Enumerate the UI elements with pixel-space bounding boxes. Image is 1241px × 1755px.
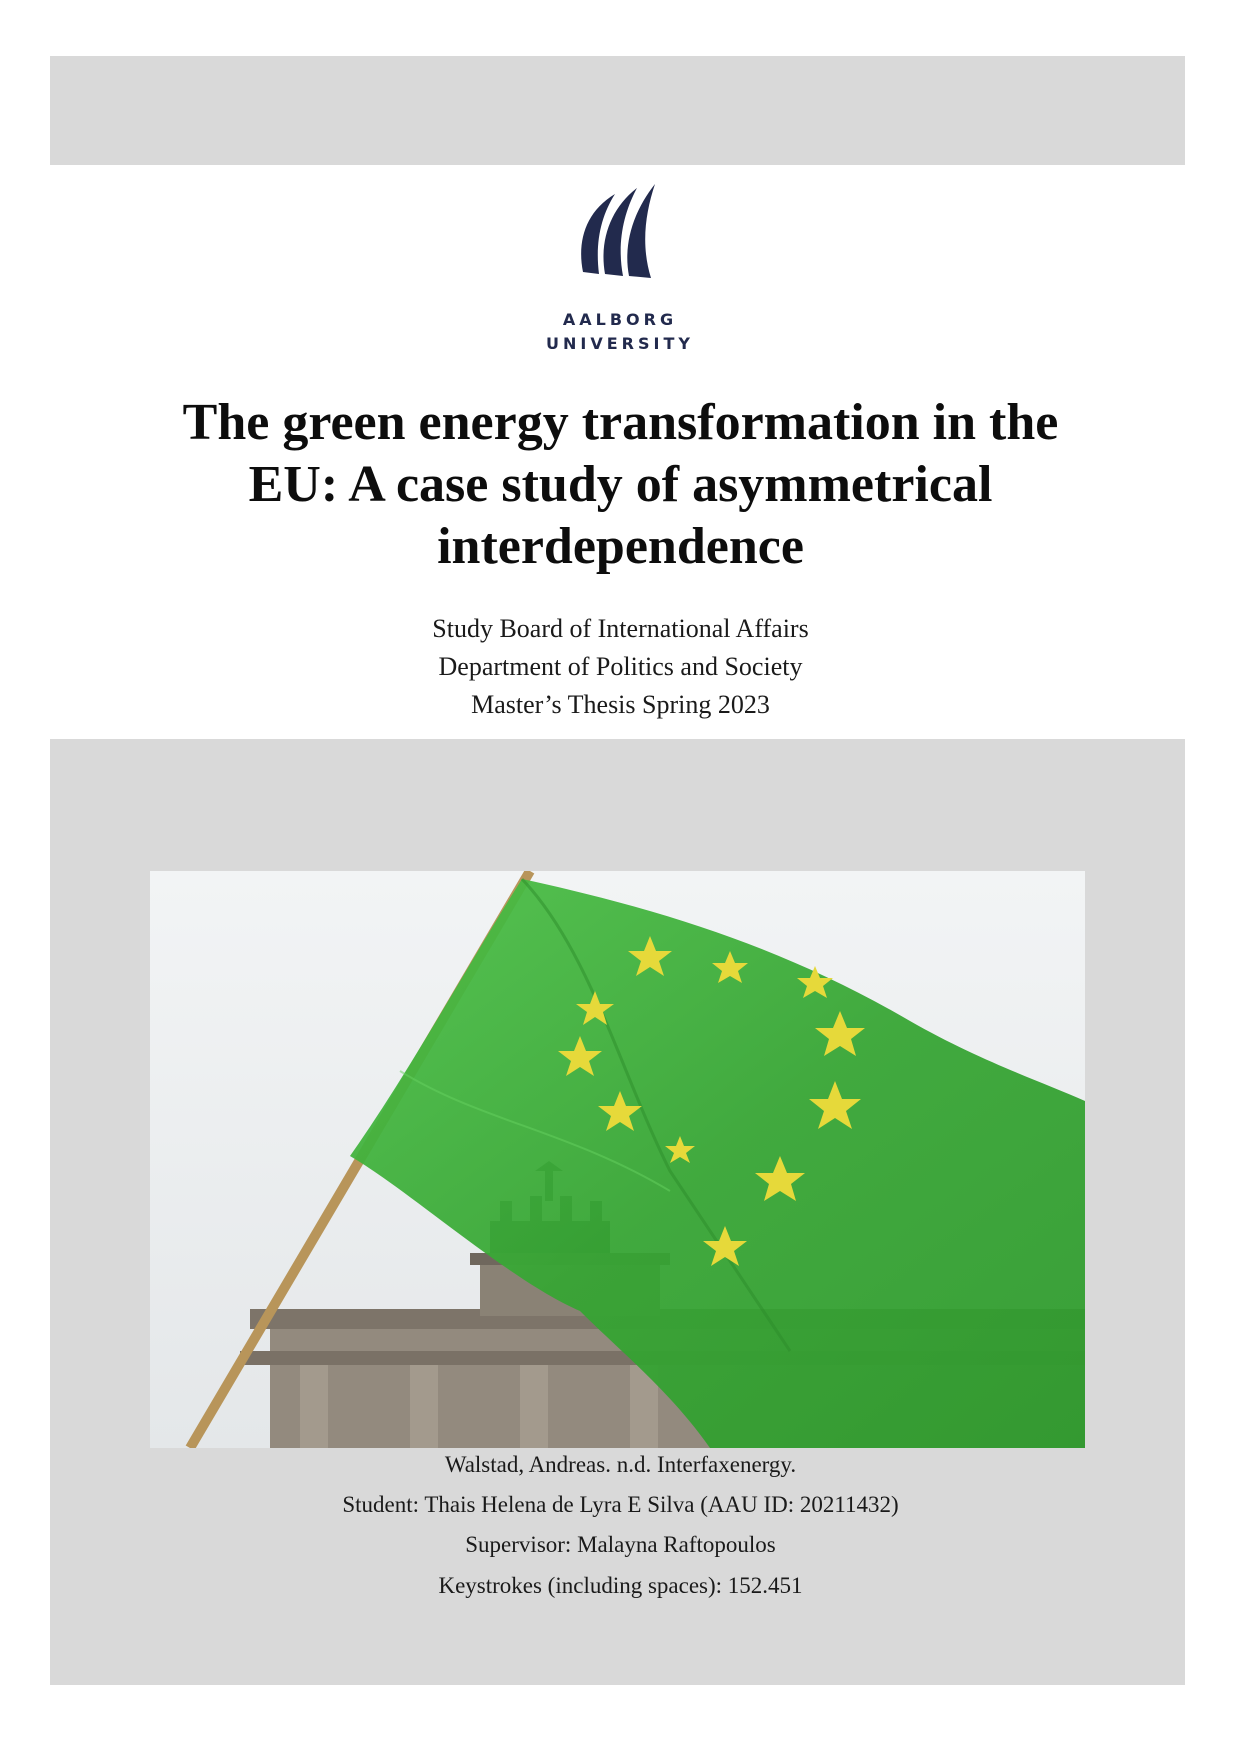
- aalborg-university-waves-logo-icon: [575, 182, 665, 282]
- keystrokes-info: Keystrokes (including spaces): 152.451: [438, 1573, 803, 1598]
- student-info: Student: Thais Helena de Lyra E Silva (AAU ID: 20211432): [342, 1492, 899, 1517]
- logo-text-line2: UNIVERSITY: [546, 334, 694, 353]
- supervisor-info: Supervisor: Malayna Raftopoulos: [465, 1532, 776, 1557]
- university-logo: [520, 182, 720, 362]
- cover-photo: [150, 871, 1085, 1448]
- photo-credit: Walstad, Andreas. n.d. Interfaxenergy.: [444, 1452, 797, 1477]
- green-eu-flag-over-brandenburg-gate-image: [150, 871, 1085, 1448]
- thesis-title: The green energy transformation in the EU: A case study of asymmetrical interdependence: [182, 394, 1059, 575]
- department: Department of Politics and Society: [438, 652, 803, 681]
- thesis-term: Master’s Thesis Spring 2023: [471, 690, 770, 719]
- logo-text-line1: AALBORG: [562, 310, 678, 329]
- header-band: [50, 56, 1185, 165]
- study-board: Study Board of International Affairs: [432, 614, 809, 643]
